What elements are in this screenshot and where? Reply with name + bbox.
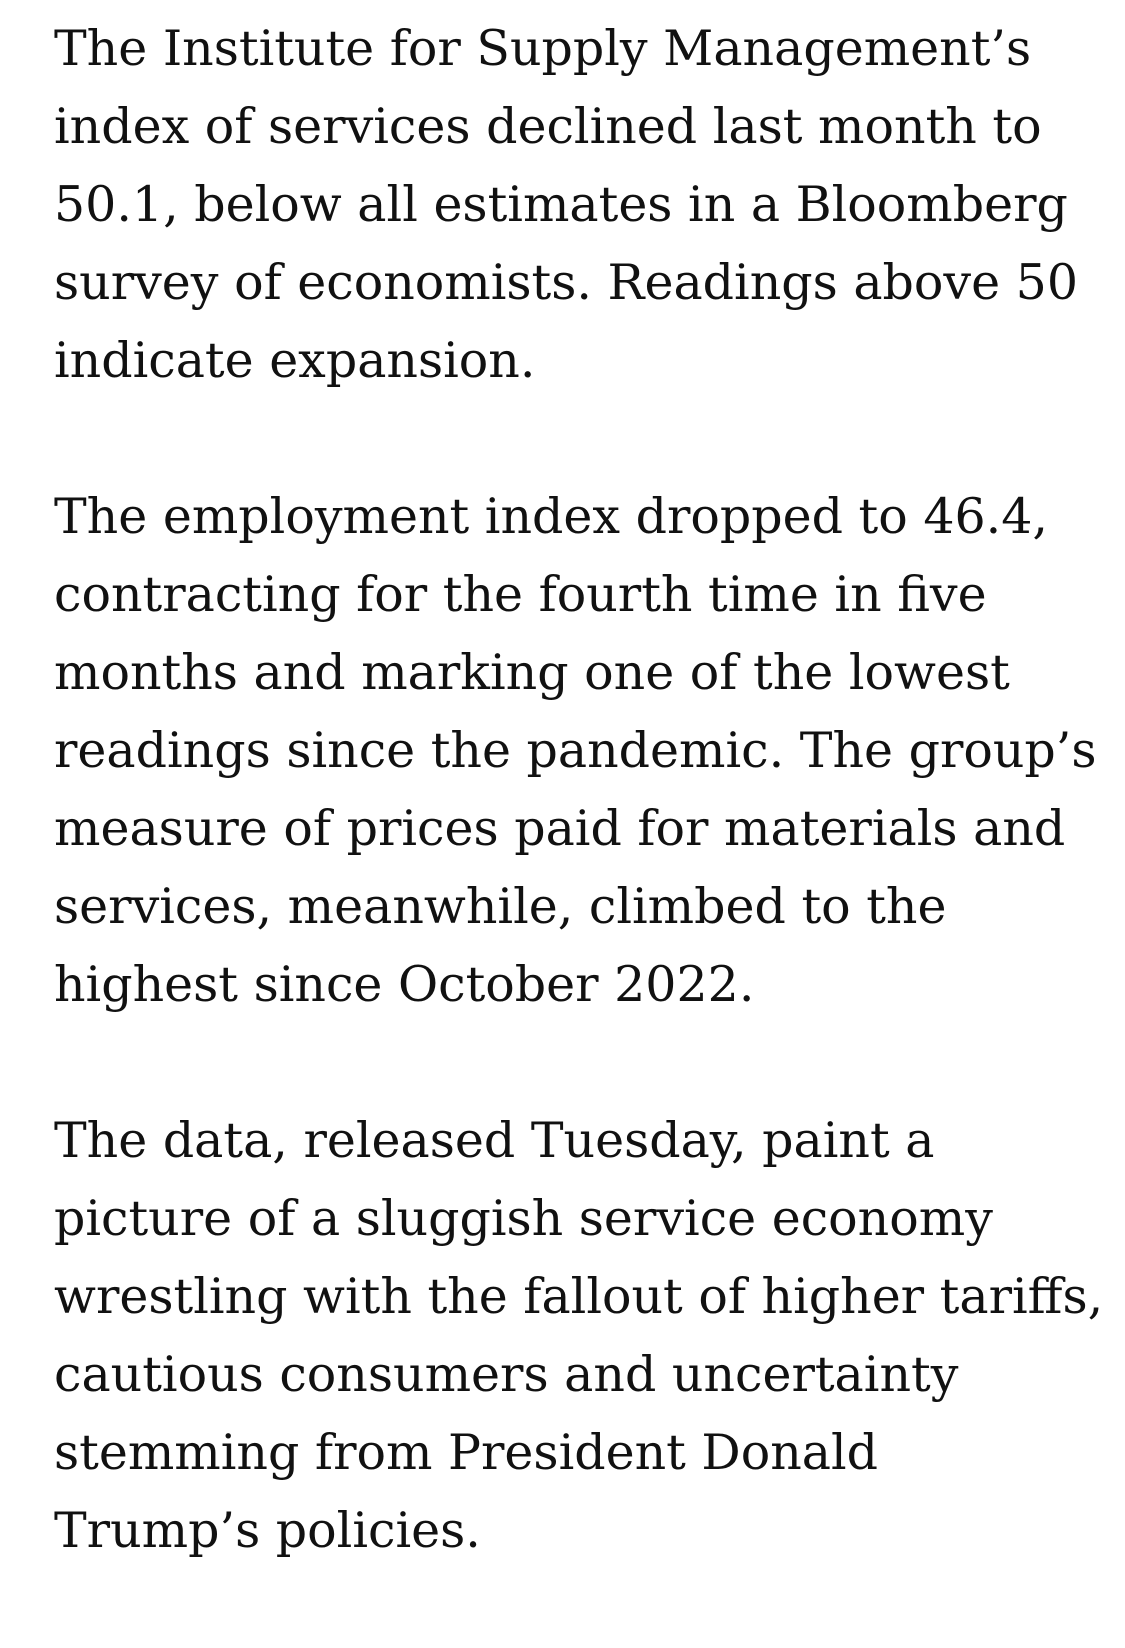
article-paragraph [54, 1102, 1104, 1570]
paragraph-line: The Institute for Supply Management’s [54, 20, 1032, 77]
article-paragraph [54, 10, 1094, 400]
paragraph-line: contracting for the fourth time in five [54, 566, 987, 623]
paragraph-line: indicate expansion. [54, 332, 536, 389]
paragraph-line: cautious consumers and uncertainty [54, 1346, 959, 1403]
article-paragraph [54, 478, 1097, 1024]
article-body [54, 10, 1104, 1648]
paragraph-line: picture of a sluggish service economy [54, 1190, 993, 1247]
paragraph-line: The data, released Tuesday, paint a [54, 1112, 935, 1169]
paragraph-line: 50.1, below all estimates in a Bloomberg [54, 176, 1068, 233]
paragraph-line: readings since the pandemic. The group’s [54, 722, 1097, 779]
paragraph-line: survey of economists. Readings above 50 [54, 254, 1079, 311]
paragraph-line: stemming from President Donald [54, 1424, 879, 1481]
paragraph-line: measure of prices paid for materials and [54, 800, 1066, 857]
paragraph-line: months and marking one of the lowest [54, 644, 1010, 701]
paragraph-line: Trump’s policies. [54, 1502, 481, 1559]
paragraph-line: services, meanwhile, climbed to the [54, 878, 947, 935]
paragraph-line: The employment index dropped to 46.4, [54, 488, 1048, 545]
paragraph-line: index of services declined last month to [54, 98, 1042, 155]
paragraph-line: wrestling with the fallout of higher tariffs, [54, 1268, 1104, 1325]
paragraph-line: highest since October 2022. [54, 956, 755, 1013]
